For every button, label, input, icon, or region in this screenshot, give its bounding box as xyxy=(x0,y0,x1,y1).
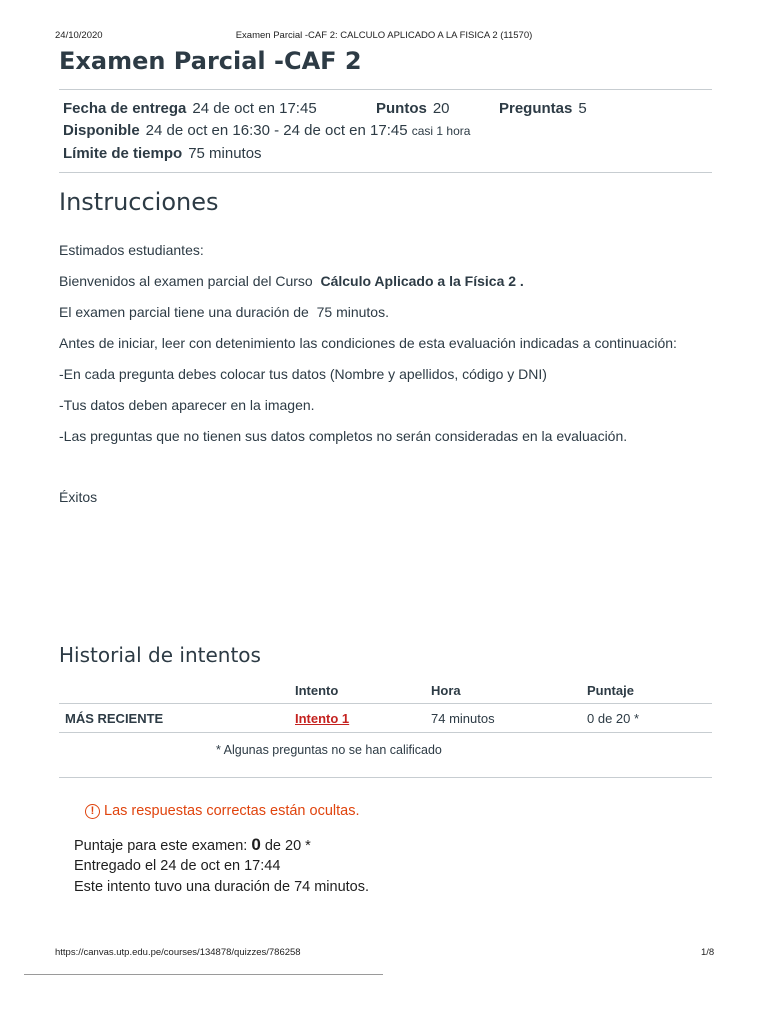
available-note: casi 1 hora xyxy=(411,124,471,138)
instructions-greeting: Estimados estudiantes: xyxy=(59,242,204,258)
quiz-details-row-1 xyxy=(63,100,317,117)
table-header-row xyxy=(59,677,712,704)
instructions-rule: -Las preguntas que no tienen sus datos completos no serán consideradas en la evaluación. xyxy=(59,428,628,444)
divider xyxy=(59,89,712,90)
score-label: Puntaje para este examen: xyxy=(74,838,248,854)
instructions-welcome xyxy=(59,273,524,289)
page-number: 1/8 xyxy=(701,947,715,958)
bottom-rule xyxy=(24,974,383,975)
warning-text: Las respuestas correctas están ocultas. xyxy=(104,803,360,819)
availability-detail xyxy=(63,122,470,139)
duration-line: Este intento tuvo una duración de 74 minutos. xyxy=(74,879,370,895)
time-limit-value: 75 minutos xyxy=(188,145,262,162)
attempt-history-title: Historial de intentos xyxy=(59,643,261,667)
header-time: Hora xyxy=(431,677,587,704)
course-name: Cálculo Aplicado a la Física 2 . xyxy=(320,273,524,289)
attempt-score: 0 de 20 * xyxy=(587,704,712,733)
questions-value: 5 xyxy=(578,100,587,117)
divider xyxy=(59,172,712,173)
score-line xyxy=(74,835,311,855)
welcome-text: Bienvenidos al examen parcial del Curso xyxy=(59,273,313,289)
instructions-rule: -En cada pregunta debes colocar tus datos (Nombre y apellidos, código y DNI) xyxy=(59,366,547,382)
available-value: 24 de oct en 16:30 - 24 de oct en 17:45 xyxy=(145,122,408,139)
points-value: 20 xyxy=(432,100,450,117)
print-document-title: Examen Parcial -CAF 2: CALCULO APLICADO A LA FISICA 2 (11570) xyxy=(235,30,533,41)
score-value: 0 xyxy=(251,835,261,854)
ungraded-footnote: * Algunas preguntas no se han calificado xyxy=(216,743,442,757)
print-url: https://canvas.utp.edu.pe/courses/134878/quizzes/786258 xyxy=(55,947,301,958)
instructions-title: Instrucciones xyxy=(59,188,219,216)
table-row xyxy=(59,704,712,733)
attempt-link[interactable]: Intento 1 xyxy=(295,710,350,726)
questions-detail xyxy=(499,100,587,117)
header-attempt: Intento xyxy=(295,677,431,704)
duration-text: El examen parcial tiene una duración de xyxy=(59,304,309,320)
attempt-time: 74 minutos xyxy=(431,704,587,733)
score-total: de 20 * xyxy=(264,838,311,854)
header-score: Puntaje xyxy=(587,677,712,704)
answers-hidden-warning xyxy=(85,803,360,819)
attempt-row-label: MÁS RECIENTE xyxy=(59,704,295,733)
instructions-closing: Éxitos xyxy=(59,489,98,505)
submitted-line: Entregado el 24 de oct en 17:44 xyxy=(74,858,281,874)
attempt-history-table xyxy=(59,677,712,733)
time-limit-detail xyxy=(63,145,262,162)
points-label: Puntos xyxy=(376,100,427,117)
instructions-rule: -Tus datos deben aparecer en la imagen. xyxy=(59,397,315,413)
due-value: 24 de oct en 17:45 xyxy=(192,100,317,117)
print-date: 24/10/2020 xyxy=(55,30,103,41)
attempt-cell xyxy=(295,704,431,733)
questions-label: Preguntas xyxy=(499,100,573,117)
instructions-intro: Antes de iniciar, leer con detenimiento las condiciones de esta evaluación indicadas a continuación: xyxy=(59,335,677,351)
duration-value: 75 minutos. xyxy=(316,304,389,320)
points-detail xyxy=(376,100,450,117)
page-title: Examen Parcial -CAF 2 xyxy=(59,47,362,75)
header-empty xyxy=(59,677,295,704)
time-limit-label: Límite de tiempo xyxy=(63,145,183,162)
due-label: Fecha de entrega xyxy=(63,100,187,117)
warning-circle-icon: ! xyxy=(85,804,100,819)
instructions-duration xyxy=(59,304,389,320)
divider xyxy=(59,777,712,778)
available-label: Disponible xyxy=(63,122,140,139)
